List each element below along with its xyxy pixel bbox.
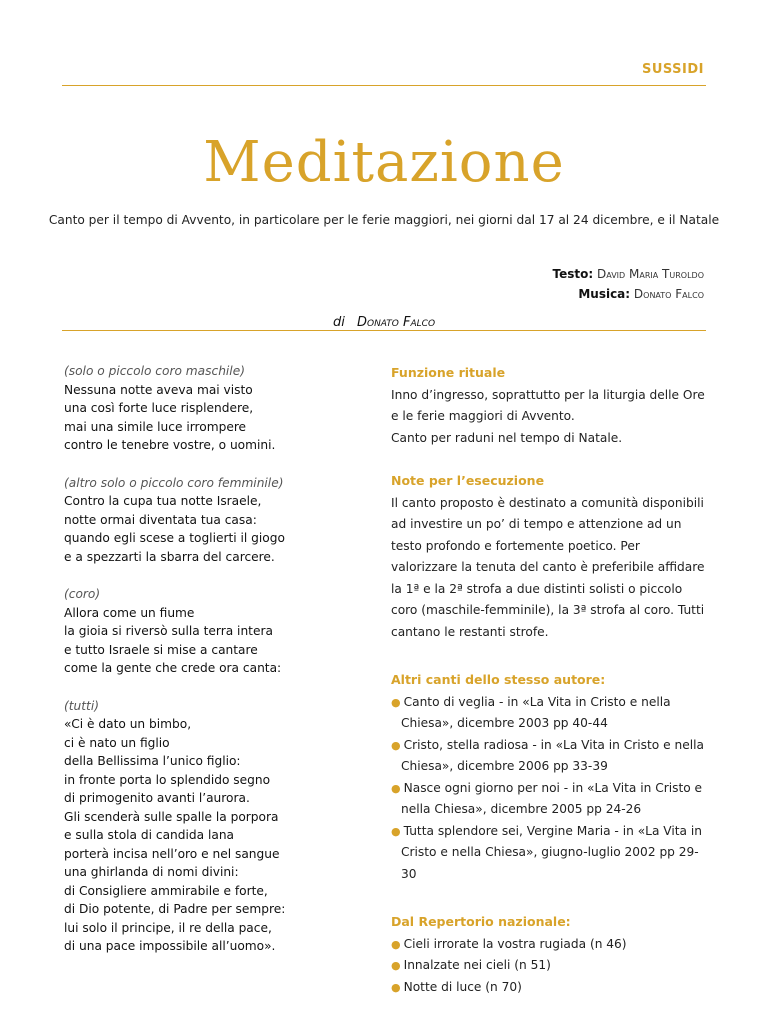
byline-name: Donato Falco [353,315,439,330]
verse-line: di primogenito avanti l’aurora. [64,791,250,805]
verse-line: contro le tenebre vostre, o uomini. [64,438,276,452]
music-credit-label: Musica: [578,287,631,301]
list-item [391,977,707,999]
verse-line: di Consigliere ammirabile e forte, [64,883,268,898]
bullet-icon: ● [391,738,401,752]
altri-section [391,669,707,885]
verse-line: quando egli scese a toglierti il giogo [64,531,285,545]
bullet-icon: ● [391,695,401,709]
list-item-text: Cristo, stella radiosa - in «La Vita in Cristo e nella Chiesa», dicembre 2006 pp 33-39 [401,737,704,773]
verse-line: e sulla stola di candida lana [64,828,235,842]
altri-heading: Altri canti dello stesso autore: [391,672,606,687]
verse-line: mai una simile luce irrompere [64,419,247,434]
list-item [391,735,707,778]
list-item [391,955,707,977]
list-item-text: Canto di veglia - in «La Vita in Cristo e nella Chiesa», dicembre 2003 pp 40-44 [401,694,671,730]
bullet-icon: ● [391,937,401,951]
stanza-cue: (tutti) [64,698,99,713]
verse-line: «Ci è dato un bimbo, [64,717,192,731]
credits [553,264,704,304]
funzione-section [391,362,707,449]
stanza-cue: (altro solo o piccolo coro femminile) [64,475,284,490]
funzione-text: Canto per raduni nel tempo di Natale. [391,430,623,445]
altri-list [391,692,707,886]
bullet-icon: ● [391,781,401,795]
list-item-text: Nasce ogni giorno per noi - in «La Vita in Cristo e nella Chiesa», dicembre 2005 pp 24-26 [401,780,703,816]
header-rule [62,85,706,86]
verse-line: notte ormai diventata tua casa: [64,512,257,527]
verse-line: in fronte porta lo splendido segno [64,772,271,787]
verse-line: di Dio potente, di Padre per sempre: [64,902,286,916]
text-credit [553,264,704,284]
note-heading: Note per l’esecuzione [391,473,545,488]
music-credit-author: Donato Falco [633,287,704,301]
stanza [64,362,364,455]
verse-line: come la gente che crede ora canta: [64,661,282,675]
stanza [64,474,364,567]
list-item [391,692,707,735]
stanza-cue: (coro) [64,587,101,601]
funzione-text: Inno d’ingresso, soprattutto per la liturgia delle Ore e le ferie maggiori di Avvento. [391,387,705,423]
verse-line: ci è nato un figlio [64,735,170,750]
verse-line: della Bellissima l’unico figlio: [64,754,241,768]
text-credit-author: David Maria Turoldo [597,267,704,281]
bullet-icon: ● [391,824,401,838]
section-label: SUSSIDI [641,62,704,77]
repertorio-list [391,934,707,999]
note-section [391,470,707,643]
funzione-heading: Funzione rituale [391,365,506,380]
verse-line: lui solo il principe, il re della pace, [64,920,272,935]
stanza-cue: (solo o piccolo coro maschile) [64,364,245,378]
verse-line: di una pace impossibile all’uomo». [64,939,276,953]
byline-prefix: di [329,315,349,330]
music-credit [553,284,704,304]
verse-line: e a spezzarti la sbarra del carcere. [64,549,275,564]
verse-line: una ghirlanda di nomi divini: [64,865,239,879]
stanza [64,585,364,678]
repertorio-heading: Dal Repertorio nazionale: [391,914,571,929]
verse-line: Gli scenderà sulle spalle la porpora [64,809,279,824]
list-item-text: Cieli irrorate la vostra rugiada (n 46) [403,936,627,951]
verse-line: una così forte luce risplendere, [64,401,254,415]
list-item [391,934,707,956]
verse-line: porterà incisa nell’oro e nel sangue [64,846,280,861]
repertorio-section [391,911,707,998]
byline [0,315,768,330]
notes-column [391,362,707,1019]
list-item-text: Tutta splendore sei, Vergine Maria - in «La Vita in Cristo e nella Chiesa», giugno-luglio 2002 pp 29-30 [401,823,702,881]
verse-line: Nessuna notte aveva mai visto [64,382,253,397]
list-item [391,821,707,886]
verse-line: la gioia si riversò sulla terra intera [64,624,273,638]
list-item [391,778,707,821]
byline-rule [62,330,706,331]
stanza [64,697,364,956]
verse-line: Contro la cupa tua notte Israele, [64,494,262,508]
page-title: Meditazione [203,130,565,195]
bullet-icon: ● [391,980,401,994]
list-item-text: Innalzate nei cieli (n 51) [403,958,551,972]
verse-line: Allora come un fiume [64,605,195,620]
lyrics-column [64,362,364,975]
list-item-text: Notte di luce (n 70) [403,979,522,994]
note-text: Il canto proposto è destinato a comunità disponibili ad investire un po’ di tempo e attenzione ad un testo profondo e fortemente poetico. Per valorizzare la tenuta del canto è preferibile affidare la 1ª e la 2ª strofa a due distinti solisti o piccolo coro (maschile-femminile), la 3ª strofa al coro. Tutti cantano le restanti strofe. [391,495,705,639]
text-credit-label: Testo: [552,267,594,281]
page-subtitle: Canto per il tempo di Avvento, in particolare per le ferie maggiori, nei giorni dal 17 al 24 dicembre, e il Natale [48,213,720,227]
verse-line: e tutto Israele si mise a cantare [64,642,258,657]
bullet-icon: ● [391,959,401,972]
